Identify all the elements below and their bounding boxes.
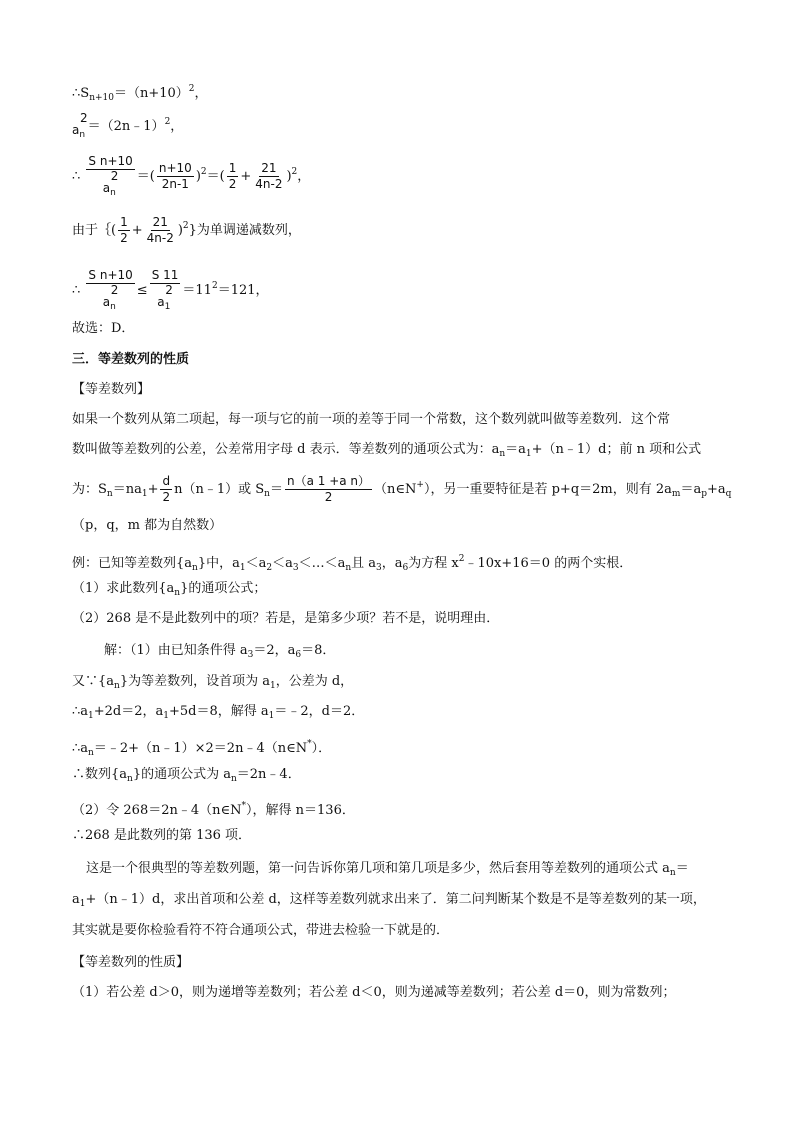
solution-line-1: 解：（1）由已知条件得 $a_3=2$，$a_6=8$． <box>104 643 336 660</box>
text: ， <box>170 119 184 134</box>
denominator: 2 $a_n$ <box>102 283 119 312</box>
formula-line-1 <box>72 80 208 107</box>
subscript: n+10 <box>89 93 114 103</box>
solution-line-2: 又$\because\{a_n\}$为等差数列，设首项为 $a_1$，公差为 d， <box>72 674 354 691</box>
text: ) <box>177 223 183 238</box>
subheading-arithmetic-sequence: 【等差数列】 <box>72 382 151 397</box>
fraction: $\frac{d}{2}$ <box>162 474 171 504</box>
fraction-s-over-a <box>86 154 134 199</box>
formula-line-5 <box>72 268 269 313</box>
text: ＝（2n﹣1） <box>87 119 165 134</box>
paragraph-line-2: 数叫做等差数列的公差，公差常用字母 d 表示．等差数列的通项公式为：$a_n=a_1+(n﹣1)d$；前 n 项和公式 <box>72 442 702 459</box>
numerator: S n+10 <box>88 154 133 168</box>
superscript: 2 <box>182 221 189 231</box>
fraction: $\frac{21}{4n-2}$ <box>146 215 174 245</box>
text: ≤ <box>136 283 148 298</box>
fraction-s-over-a <box>86 268 134 313</box>
fraction: $\frac{n+10}{2n-1}$ <box>158 161 192 191</box>
property-line-1: （1）若公差 d＞0，则为递增等差数列；若公差 d＜0，则为递减等差数列；若公差 d＝0，则为常数列； <box>72 985 676 1000</box>
superscript: 2 <box>291 167 298 177</box>
text: a <box>72 123 80 137</box>
solution-line-7: ∴268 是此数列的第 136 项． <box>72 828 252 843</box>
text: + <box>240 169 252 184</box>
solution-line-5: ∴数列$\{a_n\}$的通项公式为 $a_n=2n﹣4$． <box>72 767 301 784</box>
fraction: $\frac{21}{4n-2}$ <box>255 161 283 191</box>
superscript: 2 <box>164 117 171 127</box>
example-line: 例：已知等差数列$\{a_n\}$中，$a_1<a_2<a_3<\dots<a_n$且 $a_3$，$a_6$为方程 $x^2﹣10x+16=0$ 的两个实根． <box>72 554 633 573</box>
fraction: $\frac{1}{2}$ <box>120 215 128 245</box>
fraction-s11-over-a1 <box>150 268 181 313</box>
commentary-line-3: 其实就是要你检验看符不符合通项公式，带进去检验一下就是的． <box>72 923 450 938</box>
question-2: （2）268 是不是此数列中的项？若是，是第多少项？若不是，说明理由． <box>72 611 500 626</box>
superscript: 2 <box>200 167 207 177</box>
text: ∴ <box>72 169 81 184</box>
text: ＝( <box>206 169 225 184</box>
text: ＝( <box>136 169 155 184</box>
fraction: $\frac{1}{2}$ <box>228 161 237 191</box>
commentary-line-1: 这是一个很典型的等差数列题，第一问告诉你第几项和第几项是多少，然后套用等差数列的通项公式 $a_n=$ <box>86 861 689 878</box>
text: + <box>131 223 143 238</box>
numerator: S 11 <box>151 268 179 282</box>
fraction-sum-formula: $\frac{\text{n（a 1 +a n）}}{2}$ <box>286 474 371 504</box>
question-1: （1）求此数列$\{a_n\}$的通项公式； <box>72 581 267 598</box>
numerator: S n+10 <box>88 268 133 282</box>
solution-line-6: （2）令 268＝2n﹣4（n∈N*），解得 n＝136． <box>72 801 355 818</box>
section-heading: 三．等差数列的性质 <box>72 352 190 367</box>
text: ∴ <box>72 283 81 298</box>
denominator: 2 $a_1$ <box>157 283 173 312</box>
formula-line-4 <box>72 215 301 246</box>
subscript: n <box>79 130 86 140</box>
text: ， <box>297 169 311 184</box>
solution-line-4: $\therefore a_n=﹣2+(n﹣1)\times 2=2n﹣4(n\in N^*)$． <box>72 739 332 758</box>
subheading-properties: 【等差数列的性质】 <box>72 955 190 970</box>
paragraph-line-1: 如果一个数列从第二项起，每一项与它的前一项的差等于同一个常数，这个数列就叫做等差数列．这个常 <box>72 412 671 427</box>
commentary-line-2: $a_1+(n﹣1)d$，求出首项和公差 d，这样等差数列就求出来了．第二问判断某个数是不是等差数列的某一项， <box>72 892 706 909</box>
answer-line: 故选：D． <box>72 321 135 336</box>
text: ＝11 <box>182 283 212 298</box>
text: ∴S <box>72 86 90 101</box>
text: }为单调递减数列， <box>188 223 301 238</box>
a-n-squared <box>72 112 88 141</box>
superscript: 2 <box>80 111 88 125</box>
superscript: 2 <box>211 281 218 291</box>
superscript: 2 <box>188 84 195 94</box>
text: 由于｛( <box>72 223 117 238</box>
text: ， <box>194 86 208 101</box>
formula-line-2 <box>72 112 183 141</box>
paragraph-line-3: 为：$S_n=na_1+$ $\frac{d}{2}$ n（n﹣1）或 $S_n=$ $\frac{\text{n（a 1 +a n）}}{2}$ （n∈N+），另一重要特征是若 p+q＝2m，则有 $2a_m=a_p+a_q$ <box>72 474 732 504</box>
text: ) <box>286 169 292 184</box>
paragraph-line-4: （p，q，m 都为自然数） <box>72 518 223 533</box>
text: ) <box>195 169 201 184</box>
denominator: 2 $a_n$ <box>102 169 119 198</box>
text: ＝（n+10） <box>113 86 189 101</box>
text: ＝121， <box>217 283 269 298</box>
solution-line-3: $\therefore a_1+2d=2$，$a_1+5d=8$，解得 $a_1=﹣2$，d＝2． <box>72 704 365 721</box>
formula-line-3 <box>72 154 310 199</box>
